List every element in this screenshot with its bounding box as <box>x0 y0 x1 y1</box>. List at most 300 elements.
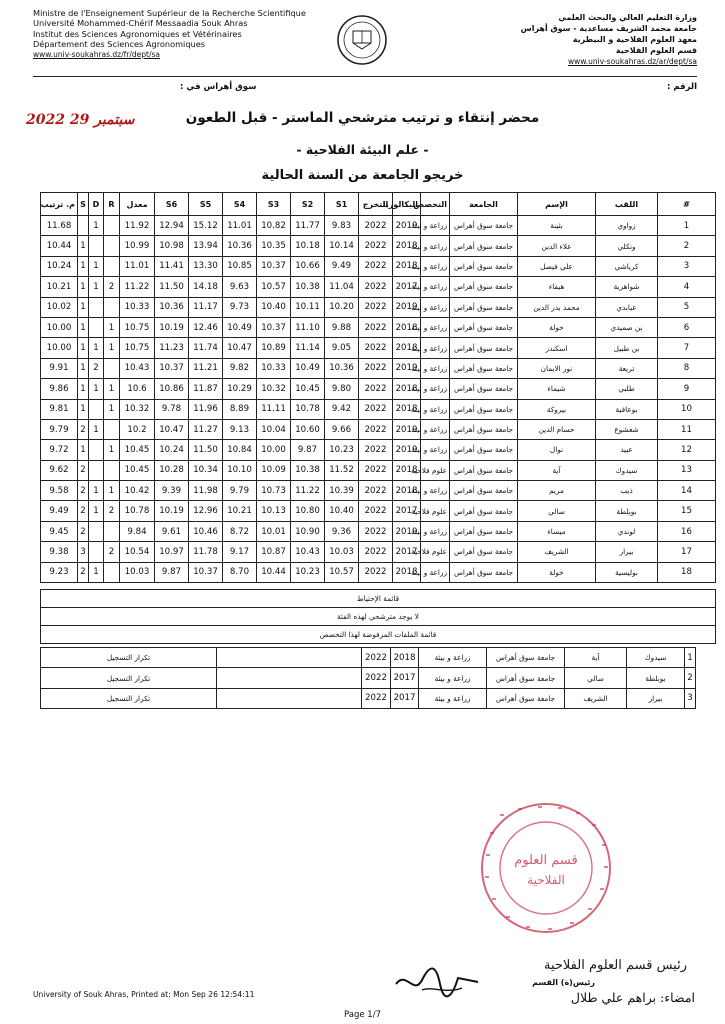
table-cell: 3 <box>658 256 716 276</box>
table-cell: 2 <box>78 521 89 541</box>
table-cell: 2022 <box>359 562 393 582</box>
table-cell: زراعة و بيئة <box>419 668 487 688</box>
table-cell: 10.37 <box>257 256 291 276</box>
column-header: S3 <box>257 193 291 216</box>
table-spacer-cell <box>41 583 716 590</box>
table-cell: 1 <box>89 481 104 501</box>
table-cell: 10.21 <box>223 501 257 521</box>
table-cell: الشريف <box>518 542 596 562</box>
table-cell: جامعة سوق أهراس <box>450 521 518 541</box>
table-cell: 13.30 <box>189 256 223 276</box>
table-cell: 7 <box>658 338 716 358</box>
table-cell: 10.13 <box>257 501 291 521</box>
empty-cell <box>217 668 362 688</box>
table-cell: جامعة سوق أهراس <box>450 542 518 562</box>
stamp-text-line: قسم العلوم <box>514 853 578 868</box>
table-cell: 18 <box>658 562 716 582</box>
table-cell: 10.84 <box>223 440 257 460</box>
table-cell: 1 <box>89 277 104 297</box>
table-cell: 12 <box>658 440 716 460</box>
table-cell <box>104 256 120 276</box>
table-cell: زراعة و بيئة <box>421 216 450 236</box>
table-cell: بوليسية <box>596 562 658 582</box>
table-cell: 11.10 <box>291 317 325 337</box>
column-header: معدل <box>120 193 155 216</box>
table-cell: 10.36 <box>223 236 257 256</box>
table-cell: 10.18 <box>291 236 325 256</box>
table-cell: 1 <box>104 440 120 460</box>
table-cell: 10.86 <box>155 379 189 399</box>
header-ar-url[interactable]: www.univ-soukahras.dz/ar/dept/sa <box>568 57 697 66</box>
table-cell: حسام الدين <box>518 419 596 439</box>
table-cell: 9.36 <box>325 521 359 541</box>
column-header: S6 <box>155 193 189 216</box>
header-fr-line: Université Mohammed-Chérif Messaadia Souk Ahras <box>33 18 248 29</box>
table-cell: 9.63 <box>223 277 257 297</box>
table-cell: سالي <box>518 501 596 521</box>
table-cell: 12.46 <box>189 317 223 337</box>
page-number: Page 1/7 <box>344 1010 381 1020</box>
table-cell <box>104 460 120 480</box>
table-cell: 2 <box>78 562 89 582</box>
header-divider <box>33 76 697 77</box>
table-cell: 9.62 <box>41 460 78 480</box>
table-row <box>41 216 716 236</box>
table-cell: 10.99 <box>120 236 155 256</box>
table-cell: 15 <box>658 501 716 521</box>
table-cell: 1 <box>78 399 89 419</box>
table-cell: 10.34 <box>189 460 223 480</box>
table-cell: 2 <box>685 668 696 688</box>
table-cell: 9 <box>658 379 716 399</box>
table-cell: جامعة سوق أهراس <box>450 460 518 480</box>
table-cell: 10.20 <box>325 297 359 317</box>
table-cell: 8.72 <box>223 521 257 541</box>
section-label-rejected: قائمة الملفات المرفوضة لهذا التخصص <box>41 626 716 644</box>
table-cell: 10.80 <box>291 501 325 521</box>
table-cell: 9.86 <box>41 379 78 399</box>
table-cell: 2 <box>658 236 716 256</box>
table-cell: تريعة <box>596 358 658 378</box>
table-cell <box>104 297 120 317</box>
table-cell: 2018 <box>391 648 419 668</box>
stamp-text-line: الفلاحية <box>527 873 565 887</box>
table-cell: 10.37 <box>189 562 223 582</box>
table-cell: 5 <box>658 297 716 317</box>
table-cell: 2022 <box>359 277 393 297</box>
table-cell: 2 <box>78 481 89 501</box>
column-header: الجامعة <box>450 193 518 216</box>
table-cell: 14 <box>658 481 716 501</box>
table-cell: جامعة سوق أهراس <box>487 668 565 688</box>
table-cell: 1 <box>104 379 120 399</box>
table-cell: 9.58 <box>41 481 78 501</box>
reference-label: الرقم : <box>667 82 697 92</box>
table-row <box>41 440 716 460</box>
table-cell: 1 <box>78 297 89 317</box>
column-header: التخرج <box>359 193 393 216</box>
table-cell: 9.39 <box>155 481 189 501</box>
table-cell: 1 <box>104 399 120 419</box>
table-cell: 10.00 <box>257 440 291 460</box>
table-row <box>41 419 716 439</box>
column-header: S1 <box>325 193 359 216</box>
table-cell: علي فيصل <box>518 256 596 276</box>
header-ar-line: قسم العلوم الفلاحية <box>615 46 697 55</box>
table-cell: 11.22 <box>120 277 155 297</box>
table-cell: 9.81 <box>41 399 78 419</box>
table-cell: بوبلطة <box>596 501 658 521</box>
table-cell: 10.57 <box>257 277 291 297</box>
table-cell: 9.88 <box>325 317 359 337</box>
table-cell: زراعة و بيئة <box>421 236 450 256</box>
table-cell: 10.2 <box>120 419 155 439</box>
table-cell: 11.92 <box>120 216 155 236</box>
place-label: سوق أهراس في : <box>180 82 257 92</box>
table-cell <box>104 562 120 582</box>
table-cell: 10.66 <box>291 256 325 276</box>
table-cell: 2022 <box>359 216 393 236</box>
table-cell: 2022 <box>359 236 393 256</box>
column-header: S5 <box>189 193 223 216</box>
table-cell: 9.23 <box>41 562 78 582</box>
table-cell: شيماء <box>518 379 596 399</box>
table-cell: 2022 <box>359 399 393 419</box>
table-cell: شواهرية <box>596 277 658 297</box>
table-row <box>41 481 716 501</box>
table-cell: 9.05 <box>325 338 359 358</box>
table-cell: علوم فلاحية <box>421 501 450 521</box>
table-cell: 10.00 <box>41 317 78 337</box>
table-cell: ميساء <box>518 521 596 541</box>
table-cell: 4 <box>658 277 716 297</box>
table-cell: جامعة سوق أهراس <box>450 236 518 256</box>
table-cell: 10.09 <box>257 460 291 480</box>
table-cell: 2022 <box>359 460 393 480</box>
table-cell: 2018 <box>393 338 421 358</box>
table-cell: تكرار التسجيل <box>41 668 217 688</box>
header-fr-line: Ministre de l'Enseignement Supérieur de la Recherche Scientifique <box>33 8 306 18</box>
table-cell: 2 <box>78 501 89 521</box>
table-cell: جامعة سوق أهراس <box>450 358 518 378</box>
table-cell: 2022 <box>359 297 393 317</box>
column-header: # <box>658 193 716 216</box>
table-cell: 12.94 <box>155 216 189 236</box>
table-cell: 2019 <box>393 216 421 236</box>
table-cell: نور الايمان <box>518 358 596 378</box>
header-fr-line: Département des Sciences Agronomiques <box>33 39 206 50</box>
table-cell <box>89 440 104 460</box>
table-cell: 1 <box>658 216 716 236</box>
table-cell: خولة <box>518 562 596 582</box>
table-cell: 10.73 <box>257 481 291 501</box>
table-cell: 11.74 <box>189 338 223 358</box>
table-cell: 10.00 <box>41 338 78 358</box>
table-cell: 10.36 <box>155 297 189 317</box>
table-cell: زراعة و بيئة <box>421 399 450 419</box>
table-cell: جامعة سوق أهراس <box>450 501 518 521</box>
table-cell: 10.40 <box>325 501 359 521</box>
signature-title: رئيس قسم العلوم الفلاحية <box>544 958 687 973</box>
table-row <box>41 399 716 419</box>
table-cell: 9.49 <box>325 256 359 276</box>
table-cell: 11.52 <box>325 460 359 480</box>
empty-cell <box>217 648 362 668</box>
table-cell: 1 <box>89 562 104 582</box>
table-cell: 3 <box>78 542 89 562</box>
table-cell: 2019 <box>393 521 421 541</box>
table-cell: جامعة سوق أهراس <box>487 648 565 668</box>
table-cell: 11.14 <box>291 338 325 358</box>
table-cell: 9.87 <box>291 440 325 460</box>
table-row <box>41 501 716 521</box>
table-cell: 10.14 <box>325 236 359 256</box>
table-cell: 9.78 <box>155 399 189 419</box>
table-row <box>41 338 716 358</box>
rejected-row <box>41 668 696 688</box>
table-cell: 2018 <box>393 256 421 276</box>
column-header: الإسم <box>518 193 596 216</box>
table-cell: 10.10 <box>223 460 257 480</box>
table-cell: بيروكة <box>518 399 596 419</box>
table-cell: 11.11 <box>257 399 291 419</box>
table-cell: 2017 <box>393 501 421 521</box>
table-cell: طلبي <box>596 379 658 399</box>
table-cell: بوعافية <box>596 399 658 419</box>
table-cell: زراعة و بيئة <box>421 521 450 541</box>
table-cell: 9.42 <box>325 399 359 419</box>
table-cell: 2022 <box>359 379 393 399</box>
table-cell <box>104 358 120 378</box>
table-row <box>41 236 716 256</box>
table-cell: اسكندر <box>518 338 596 358</box>
table-cell: 10.03 <box>120 562 155 582</box>
table-cell: 2022 <box>362 668 391 688</box>
signature-name: امضاء: براهم علي طلال <box>570 990 695 1005</box>
table-cell: 9.79 <box>223 481 257 501</box>
table-cell: 2 <box>78 419 89 439</box>
table-row <box>41 562 716 582</box>
header-ar-line: جامعة محمد الشريف مساعدية - سوق أهراس <box>520 24 697 33</box>
column-header: S4 <box>223 193 257 216</box>
table-row <box>41 521 716 541</box>
table-cell: جامعة سوق أهراس <box>450 256 518 276</box>
table-cell: زراعة و بيئة <box>421 419 450 439</box>
table-cell: 10.45 <box>120 440 155 460</box>
table-cell: مريم <box>518 481 596 501</box>
table-cell: 11.01 <box>120 256 155 276</box>
section-label-no-candidates: لا يوجد مترشحي لهذه الفئة <box>41 608 716 626</box>
table-cell: 1 <box>104 317 120 337</box>
table-cell: 2019 <box>393 440 421 460</box>
table-cell: 9.13 <box>223 419 257 439</box>
handwritten-signature-icon <box>392 960 482 1005</box>
table-cell: 10.39 <box>325 481 359 501</box>
table-cell: 10.36 <box>325 358 359 378</box>
table-cell: 11.50 <box>189 440 223 460</box>
table-cell: جامعة سوق أهراس <box>450 399 518 419</box>
table-cell: زراعة و بيئة <box>421 358 450 378</box>
table-cell: 2018 <box>393 236 421 256</box>
table-cell: 2 <box>89 358 104 378</box>
table-cell <box>89 460 104 480</box>
table-cell: 11.78 <box>189 542 223 562</box>
ranking-table <box>40 192 716 644</box>
table-cell: لوندي <box>596 521 658 541</box>
table-cell: زراعة و بيئة <box>421 256 450 276</box>
table-cell: 1 <box>89 216 104 236</box>
table-cell: زراعة و بيئة <box>419 688 487 708</box>
table-cell: 9.91 <box>41 358 78 378</box>
table-cell: 10.23 <box>291 562 325 582</box>
specialty-title: - علم البيئة الفلاحية - <box>296 142 429 157</box>
table-cell: 2022 <box>359 440 393 460</box>
table-cell: 12.96 <box>189 501 223 521</box>
table-cell: نوال <box>518 440 596 460</box>
table-cell: 2018 <box>393 460 421 480</box>
table-cell: 2 <box>104 277 120 297</box>
table-cell: 2 <box>78 460 89 480</box>
table-cell: جامعة سوق أهراس <box>450 338 518 358</box>
table-cell: 1 <box>78 358 89 378</box>
table-cell: 11.17 <box>189 297 223 317</box>
table-cell <box>104 216 120 236</box>
rejected-table <box>40 647 696 709</box>
table-cell: 14.18 <box>189 277 223 297</box>
table-cell <box>89 297 104 317</box>
table-cell: 8 <box>658 358 716 378</box>
table-cell: هيفاء <box>518 277 596 297</box>
table-cell: 9.82 <box>223 358 257 378</box>
table-cell: زراعة و بيئة <box>421 338 450 358</box>
table-cell: 10.44 <box>257 562 291 582</box>
table-cell: زراعة و بيئة <box>421 297 450 317</box>
header-french-block <box>33 8 333 60</box>
table-cell <box>89 399 104 419</box>
table-cell: بيرار <box>596 542 658 562</box>
table-cell: زراعة و بيئة <box>421 481 450 501</box>
table-cell: 2017 <box>391 688 419 708</box>
table-cell: علاء الدين <box>518 236 596 256</box>
table-cell: 2022 <box>359 317 393 337</box>
section-label-row <box>41 608 716 626</box>
table-cell: 1 <box>78 338 89 358</box>
table-cell: 11.27 <box>189 419 223 439</box>
table-cell: 10.45 <box>291 379 325 399</box>
table-cell: 11.96 <box>189 399 223 419</box>
table-cell: 10.40 <box>257 297 291 317</box>
table-cell: 2017 <box>391 668 419 688</box>
column-header: م. ترتيب <box>41 193 78 216</box>
table-cell: 10.46 <box>189 521 223 541</box>
table-cell: بوبلطة <box>627 668 685 688</box>
table-cell: 11.87 <box>189 379 223 399</box>
table-cell: تكرار التسجيل <box>41 648 217 668</box>
table-cell: جامعة سوق أهراس <box>450 481 518 501</box>
table-cell: 10.04 <box>257 419 291 439</box>
table-cell: زواوي <box>596 216 658 236</box>
table-cell: 10.35 <box>257 236 291 256</box>
table-cell: 2022 <box>359 256 393 276</box>
document-title: محضر إنتقاء و ترتيب مترشحي الماستر - قبل الطعون <box>185 110 540 126</box>
section-label-row <box>41 626 716 644</box>
table-cell: سالي <box>565 668 627 688</box>
table-cell: 10.85 <box>223 256 257 276</box>
table-cell: 1 <box>78 236 89 256</box>
column-header: التخصص <box>421 193 450 216</box>
table-cell: 1 <box>685 648 696 668</box>
table-cell: 10.23 <box>325 440 359 460</box>
header-fr-line: Institut des Sciences Agronomiques et Vétérinaires <box>33 28 242 39</box>
table-cell: 10.49 <box>291 358 325 378</box>
table-cell: 1 <box>78 440 89 460</box>
table-cell: 10.24 <box>41 256 78 276</box>
table-cell: زراعة و بيئة <box>421 440 450 460</box>
table-cell: 2019 <box>393 297 421 317</box>
table-cell: 10.90 <box>291 521 325 541</box>
print-info: University of Souk Ahras, Printed at: Mon Sep 26 12:54:11 <box>33 990 255 999</box>
table-cell: 2019 <box>393 419 421 439</box>
column-header: D <box>89 193 104 216</box>
table-cell: 10.33 <box>257 358 291 378</box>
table-cell: 10.78 <box>291 399 325 419</box>
table-cell: 10.01 <box>257 521 291 541</box>
table-spacer-row <box>41 583 716 590</box>
table-row <box>41 256 716 276</box>
table-cell: جامعة سوق أهراس <box>450 379 518 399</box>
table-cell: 10.29 <box>223 379 257 399</box>
table-cell: 9.45 <box>41 521 78 541</box>
table-cell: زراعة و بيئة <box>421 562 450 582</box>
table-cell: 10.32 <box>120 399 155 419</box>
table-cell: 2017 <box>393 542 421 562</box>
table-cell: 10.33 <box>120 297 155 317</box>
table-cell: 1 <box>78 379 89 399</box>
table-cell: زراعة و بيئة <box>421 277 450 297</box>
table-cell: 10.6 <box>120 379 155 399</box>
table-cell: 9.72 <box>41 440 78 460</box>
empty-cell <box>217 688 362 708</box>
table-cell: جامعة سوق أهراس <box>450 317 518 337</box>
table-row <box>41 379 716 399</box>
table-cell: 1 <box>89 338 104 358</box>
table-cell: 2022 <box>359 542 393 562</box>
table-cell: بثينة <box>518 216 596 236</box>
table-cell: 13 <box>658 460 716 480</box>
table-cell: علوم فلاحية <box>421 542 450 562</box>
table-cell: 10.45 <box>120 460 155 480</box>
table-cell <box>89 521 104 541</box>
table-cell <box>89 542 104 562</box>
table-cell <box>78 216 89 236</box>
header-ar-line: وزارة التعليم العالي والبحث العلمي <box>558 13 697 22</box>
table-cell: سيدوك <box>596 460 658 480</box>
column-header: S <box>78 193 89 216</box>
table-cell: سيدوك <box>627 648 685 668</box>
table-cell: 9.79 <box>41 419 78 439</box>
table-cell: جامعة سوق أهراس <box>450 419 518 439</box>
table-cell: 9.84 <box>120 521 155 541</box>
header-fr-url[interactable]: www.univ-soukahras.dz/fr/dept/sa <box>33 49 160 59</box>
table-cell: 10.32 <box>257 379 291 399</box>
table-cell: 10.43 <box>291 542 325 562</box>
table-cell: زراعة و بيئة <box>421 379 450 399</box>
table-cell: 10.78 <box>120 501 155 521</box>
table-cell: 8.89 <box>223 399 257 419</box>
table-cell: زراعة و بيئة <box>419 648 487 668</box>
university-logo-icon <box>336 14 388 66</box>
table-cell: 1 <box>89 501 104 521</box>
